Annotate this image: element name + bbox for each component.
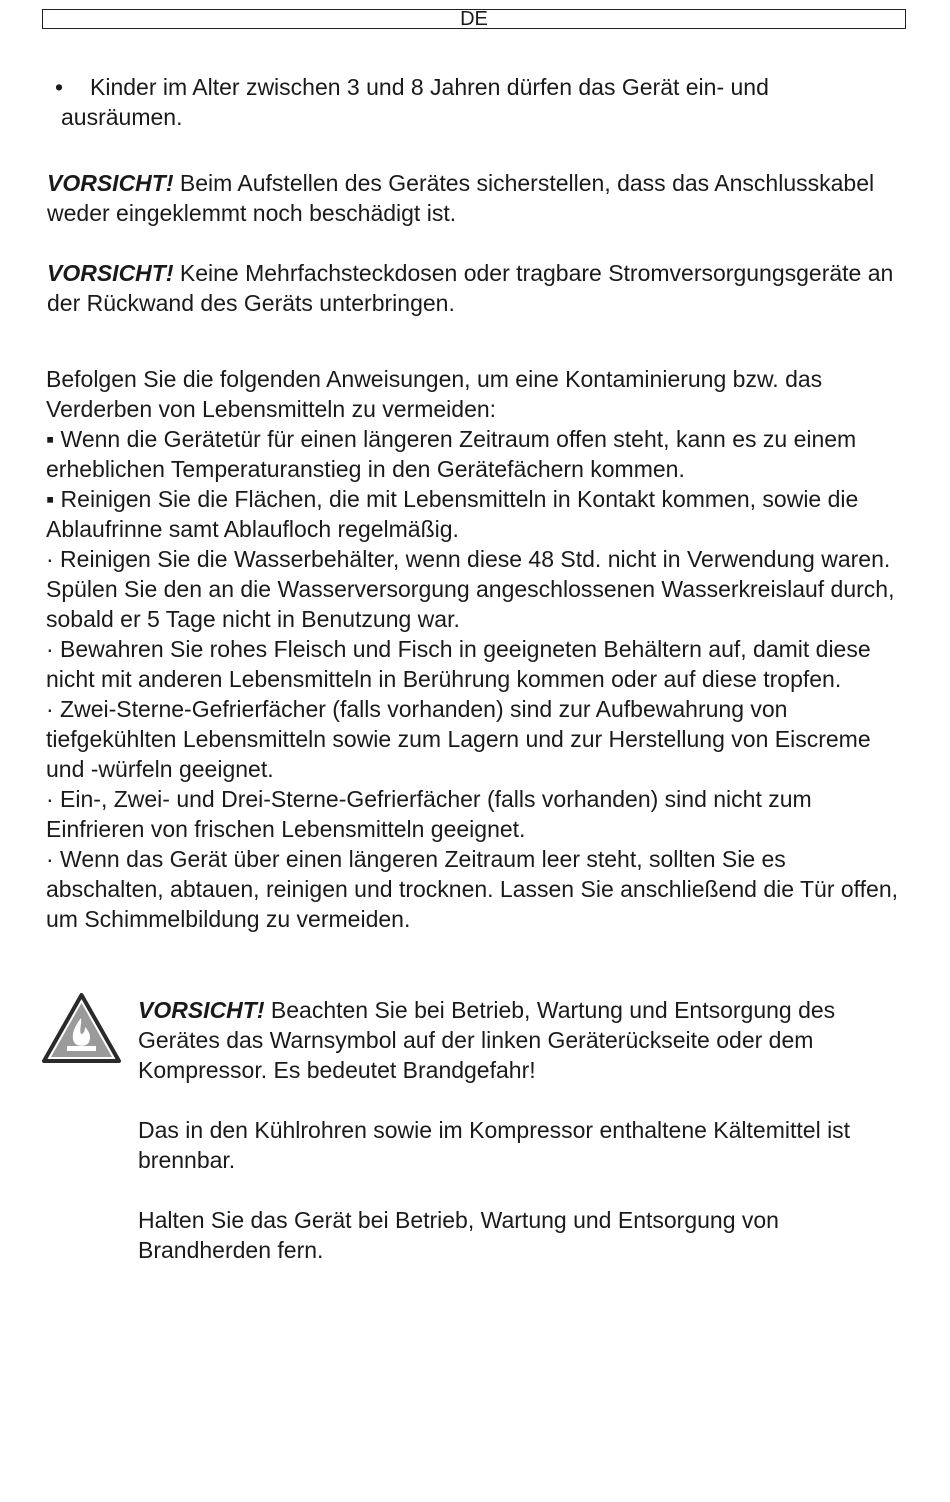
- list-item: · Zwei-Sterne-Gefrierfächer (falls vorhanden) sind zur Aufbewahrung von tiefgekühlten Lebensmitteln sowie zum Lagern und zur Herstellung von Eiscreme und -würfeln geeignet.: [46, 696, 871, 782]
- bullet-text: Kinder im Alter zwischen 3 und 8 Jahren dürfen das Gerät ein- und ausräumen.: [61, 74, 769, 130]
- list-item: ▪ Wenn die Gerätetür für einen längeren Zeitraum offen steht, kann es zu einem erheblichen Temperaturanstieg in den Gerätefächern kommen.: [46, 426, 857, 482]
- bullet-children-info: [55, 72, 881, 132]
- caution-label: VORSICHT!: [47, 260, 174, 286]
- hygiene-intro: Befolgen Sie die folgenden Anweisungen, um eine Kontaminierung bzw. das Verderben von Lebensmitteln zu vermeiden:: [46, 366, 823, 422]
- language-header: DE: [42, 9, 906, 29]
- list-item: · Bewahren Sie rohes Fleisch und Fisch in geeigneten Behältern auf, damit diese nicht mit anderen Lebensmitteln in Berührung kommen oder auf diese tropfen.: [46, 636, 871, 692]
- keep-away-note: Halten Sie das Gerät bei Betrieb, Wartung und Entsorgung von Brandherden fern.: [138, 1207, 779, 1263]
- list-item: · Wenn das Gerät über einen längeren Zeitraum leer steht, sollten Sie es abschalten, abtauen, reinigen und trocknen. Lassen Sie anschließend die Tür offen, um Schimmelbildung zu vermeiden.: [46, 846, 899, 932]
- caution-text: Beachten Sie bei Betrieb, Wartung und Entsorgung des Gerätes das Warnsymbol auf der linken Geräterückseite oder dem Kompressor. Es bedeutet Brandgefahr!: [138, 997, 836, 1083]
- fire-caution: [138, 995, 908, 1085]
- caution-cable: [47, 168, 907, 228]
- list-item: · Ein-, Zwei- und Drei-Sterne-Gefrierfächer (falls vorhanden) sind nicht zum Einfrieren von frischen Lebensmitteln geeignet.: [46, 786, 812, 842]
- caution-sockets: [47, 258, 907, 318]
- caution-label: VORSICHT!: [47, 170, 174, 196]
- hygiene-list: [46, 424, 908, 934]
- flammable-warning-icon: [41, 992, 122, 1064]
- caution-label: VORSICHT!: [138, 997, 265, 1023]
- list-item: · Reinigen Sie die Wasserbehälter, wenn diese 48 Std. nicht in Verwendung waren. Spülen Sie den an die Wasserversorgung angeschlossenen Wasserkreislauf durch, sobald er 5 Tage nicht in Benutzung war.: [46, 546, 895, 632]
- caution-text: Beim Aufstellen des Gerätes sicherstellen, dass das Anschlusskabel weder eingeklemmt noch beschädigt ist.: [47, 170, 875, 226]
- refrigerant-flammable-note: Das in den Kühlrohren sowie im Kompressor enthaltene Kältemittel ist brennbar.: [138, 1117, 851, 1173]
- bullet-dot: •: [55, 74, 64, 100]
- list-item: ▪ Reinigen Sie die Flächen, die mit Lebensmitteln in Kontakt kommen, sowie die Ablaufrinne samt Ablaufloch regelmäßig.: [46, 486, 859, 542]
- caution-text: Keine Mehrfachsteckdosen oder tragbare Stromversorgungsgeräte an der Rückwand des Geräts unterbringen.: [47, 260, 894, 316]
